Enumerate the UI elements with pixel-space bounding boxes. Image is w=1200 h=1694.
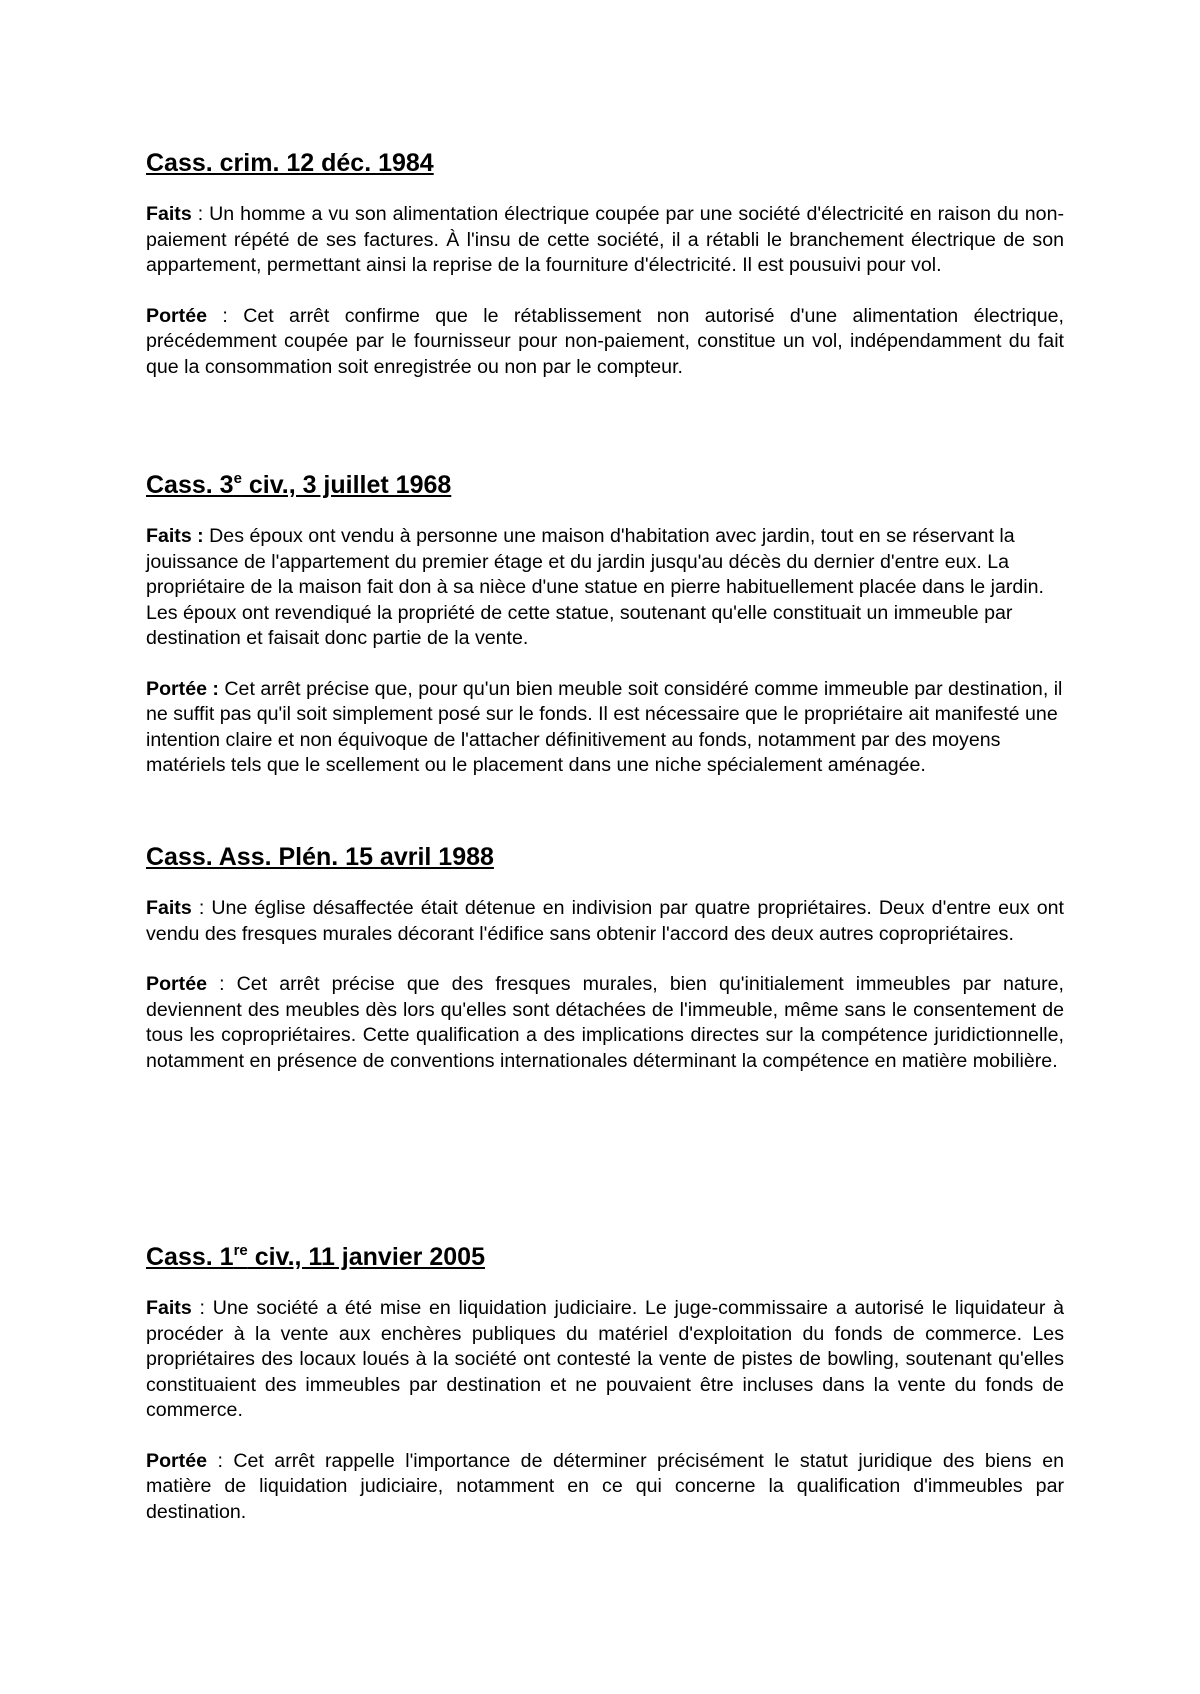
case-title (146, 470, 1064, 500)
case-title-superscript: re (233, 1242, 248, 1259)
faits-paragraph (146, 896, 1064, 947)
faits-text: Des époux ont vendu à personne une maison d'habitation avec jardin, tout en se réservant la jouissance de l'appartement du premier étage et du jardin jusqu'au décès du dernier d'entre eux. La propriétaire de la maison fait don à sa nièce d'une statue en pierre habituellement placée dans le jardin. Les époux ont revendiqué la propriété de cette statue, soutenant qu'elle constituait un immeuble par destination et faisait donc partie de la vente. (146, 525, 1045, 649)
document-page (146, 0, 1064, 1694)
portee-paragraph (146, 304, 1064, 381)
portee-label: Portée (146, 304, 207, 327)
case-title-text-suffix: civ., 11 janvier 2005 (247, 1243, 485, 1271)
case-title (146, 842, 1064, 872)
portee-text: Cet arrêt confirme que le rétablissement non autorisé d'une alimentation électrique, précédemment coupée par le fournisseur pour non-paiement, constitue un vol, indépendamment du fait que la consommation soit enregistrée ou non par le compteur. (146, 304, 1064, 378)
portee-paragraph (146, 1449, 1064, 1526)
faits-paragraph (146, 1296, 1064, 1424)
faits-separator: : (191, 897, 212, 919)
portee-label: Portée (146, 1449, 207, 1472)
faits-separator: : (191, 1297, 213, 1319)
case-title-superscript: e (233, 470, 242, 487)
portee-separator: : (206, 304, 244, 327)
faits-label: Faits (146, 203, 192, 225)
case-title-text: Cass. crim. 12 déc. 1984 (146, 149, 434, 177)
portee-text: Cet arrêt précise que, pour qu'un bien meuble soit considéré comme immeuble par destination, il ne suffit pas qu'il soit simplement posé sur le fonds. Il est nécessaire que le propriétaire ait manifesté une intention claire et non équivoque de l'attacher définitivement au fonds, notamment par des moyens matériels tels que le scellement ou le placement dans une niche spécialement aménagée. (146, 677, 1063, 776)
case-title-text: Cass. Ass. Plén. 15 avril 1988 (146, 843, 494, 871)
case-section (146, 148, 1064, 380)
faits-paragraph (146, 524, 1064, 652)
case-title (146, 148, 1064, 178)
portee-paragraph (146, 677, 1064, 779)
case-title-text-suffix: civ., 3 juillet 1968 (241, 471, 452, 499)
portee-paragraph (146, 972, 1064, 1074)
faits-text: Une église désaffectée était détenue en indivision par quatre propriétaires. Deux d'entre eux ont vendu des fresques murales décorant l'édifice sans obtenir l'accord des deux autres copropriétaires. (146, 897, 1064, 945)
portee-label: Portée (146, 973, 207, 995)
case-title-text: Cass. 3 (146, 471, 234, 499)
faits-text: Un homme a vu son alimentation électrique coupée par une société d'électricité en raison du non-paiement répété de ses factures. À l'insu de cette société, il a rétabli le branchement électrique de son appartement, permettant ainsi la reprise de la fourniture d'électricité. Il est pousuivi pour vol. (146, 203, 1064, 276)
faits-label: Faits : (146, 525, 204, 547)
faits-separator: : (191, 203, 210, 225)
case-title-text: Cass. 1 (146, 1243, 234, 1271)
case-title (146, 1242, 1064, 1272)
case-section (146, 842, 1064, 1074)
portee-separator: : (206, 1449, 234, 1472)
portee-label: Portée : (146, 677, 219, 700)
case-section (146, 470, 1064, 779)
portee-separator: : (206, 973, 237, 995)
portee-text: Cet arrêt rappelle l'importance de déterminer précisément le statut juridique des biens en matière de liquidation judiciaire, notamment en ce qui concerne la qualification d'immeubles par destination. (146, 1449, 1064, 1523)
faits-label: Faits (146, 1297, 192, 1319)
case-section (146, 1242, 1064, 1525)
faits-paragraph (146, 202, 1064, 279)
faits-text: Une société a été mise en liquidation judiciaire. Le juge-commissaire a autorisé le liquidateur à procéder à la vente aux enchères publiques du matériel d'exploitation du fonds de commerce. Les propriétaires des locaux loués à la société ont contesté la vente de pistes de bowling, soutenant qu'elles constituaient des immeubles par destination et ne pouvaient être incluses dans la vente du fonds de commerce. (146, 1297, 1064, 1421)
portee-text: Cet arrêt précise que des fresques murales, bien qu'initialement immeubles par nature, deviennent des meubles dès lors qu'elles sont détachées de l'immeuble, même sans le consentement de tous les copropriétaires. Cette qualification a des implications directes sur la compétence juridictionnelle, notamment en présence de conventions internationales déterminant la compétence en matière mobilière. (146, 973, 1064, 1072)
faits-label: Faits (146, 897, 192, 919)
